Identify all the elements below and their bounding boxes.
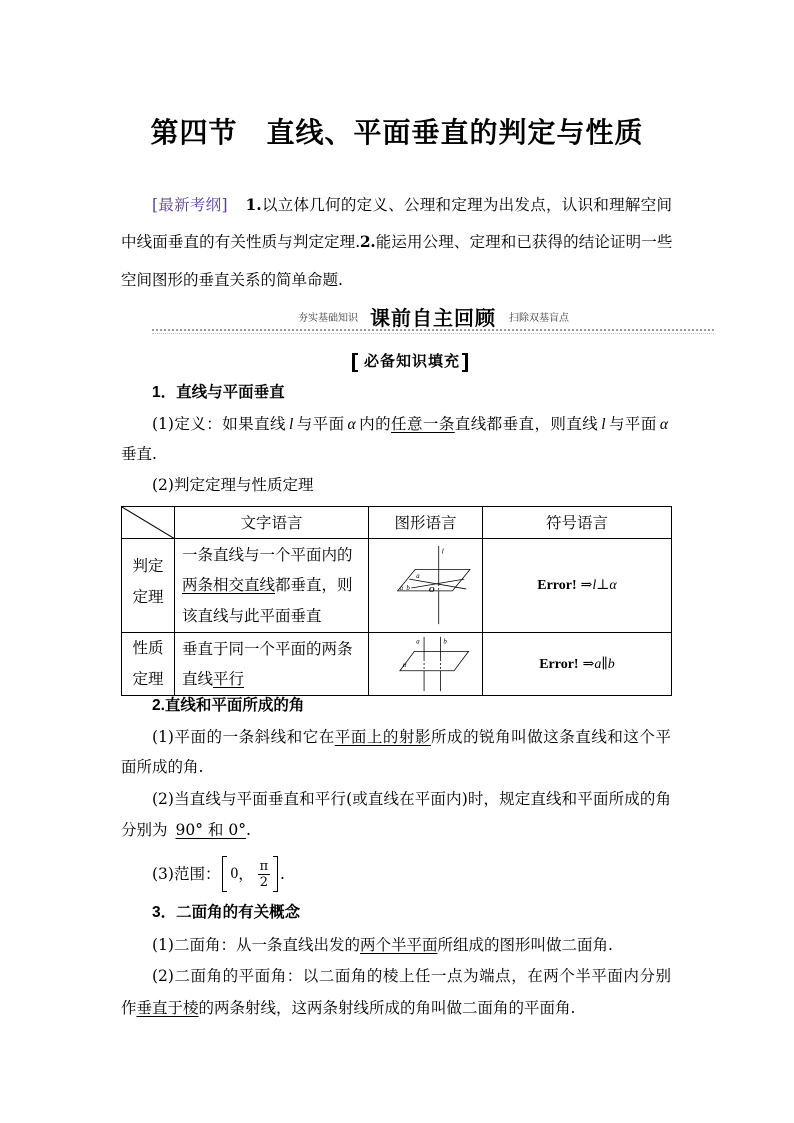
range-line (152, 852, 285, 896)
syllabus-item-number: 2. (359, 232, 376, 251)
text-line: 一条直线与一个平面内的 (182, 545, 353, 564)
banner-title: 课前自主回顾 (370, 308, 496, 330)
plane-parallelogram (399, 651, 468, 670)
symbol-language-cell (483, 539, 672, 633)
figure-cell (369, 633, 483, 696)
line-perpendicular-plane-figure (370, 540, 482, 632)
table-header-row (122, 507, 672, 539)
text-line (182, 570, 368, 601)
text-key-phrase: 两条相交直线 (182, 576, 276, 595)
text-segment: 都垂直，则 (275, 576, 353, 595)
range-label: (3)范围： (152, 865, 221, 883)
interval-separator: ， (238, 865, 254, 883)
text-segment: 直线 (182, 670, 214, 688)
definition-key-phrase: 任意一条 (391, 415, 455, 433)
paragraph-line: (2)当直线与平面垂直和平行(或直线在平面内)时，规定直线和平面所成的角 (152, 790, 671, 808)
paragraph-text: 作 (121, 999, 137, 1017)
section-label: 必备知识填充 (364, 353, 461, 370)
paragraph-line (152, 726, 671, 748)
paragraph-text: (1)二面角：从一条直线出发的 (152, 936, 360, 954)
banner-left-text: 夯实基础知识 (298, 313, 358, 324)
paragraph-line (152, 934, 613, 956)
subsection-title: (2)判定定理与性质定理 (152, 476, 314, 494)
row-name-line: 定理 (132, 587, 164, 606)
row-name-line: 定理 (132, 670, 164, 688)
section-1-heading: 1．直线与平面垂直 (152, 384, 285, 401)
definition-text: 直线都垂直，则直线 (454, 415, 599, 433)
label-a: a (415, 572, 420, 580)
implies-symbol: ⇒ (580, 577, 593, 593)
figure-cell (369, 539, 483, 633)
math-variable: l (288, 416, 294, 433)
fraction-numerator: π (259, 858, 269, 874)
syllabus-line-2 (121, 231, 672, 253)
range-end-punctuation: . (280, 865, 285, 883)
label-alpha: α (399, 584, 403, 592)
definition-text: (1)定义：如果直线 (152, 415, 286, 433)
theorem-table-grid (121, 506, 672, 696)
paragraph-line (121, 819, 251, 841)
banner-dotted-rule (152, 329, 714, 334)
table-row-criterion (122, 539, 672, 633)
paragraph-text: 的两条射线，这两条射线所成的角叫做二面角的平面角. (198, 999, 576, 1017)
symbol-expression: a∥b (594, 656, 615, 672)
row-name-line: 判定 (132, 556, 164, 575)
definition-line-2: 垂直. (121, 445, 157, 463)
definition-text: 与平面 (296, 415, 345, 433)
row-name-line: 性质 (132, 639, 164, 657)
paragraph-text: (1)平面的一条斜线和它在 (152, 728, 335, 746)
paragraph-text: . (245, 821, 251, 839)
syllabus-text: 中线面垂直的有关性质与判定定理. (121, 233, 360, 251)
implies-symbol: ⇒ (582, 655, 595, 672)
interval-left-bracket (222, 856, 227, 892)
theorem-table (121, 506, 672, 696)
text-line (182, 664, 368, 695)
label-a: a (415, 638, 420, 646)
diagonal-line (122, 507, 175, 539)
interval-lower-bound: 0 (230, 865, 239, 882)
math-variable: α (659, 416, 668, 433)
paragraph-key-phrase: 两个半平面 (359, 936, 438, 954)
column-header-text-language: 文字语言 (175, 507, 369, 539)
syllabus-text: 能运用公理、定理和已获得的结论证明一些 (375, 233, 672, 251)
fraction-denominator: 2 (259, 874, 269, 890)
page-title: 第四节 直线、平面垂直的判定与性质 (150, 117, 644, 148)
paragraph-key-phrase: 垂直于棱 (136, 999, 199, 1017)
table-corner-cell (122, 507, 175, 539)
paragraph-line (121, 997, 575, 1019)
banner-right-text: 扫除双基盲点 (509, 313, 569, 324)
math-variable: α (347, 416, 356, 433)
section-label-left-bracket (352, 353, 358, 372)
text-line: 垂直于同一个平面的两条 (182, 639, 353, 658)
math-variable: l (601, 416, 606, 433)
parallel-lines-plane-figure (370, 634, 482, 694)
definition-text: 与平面 (608, 415, 657, 433)
row-name-cell (122, 539, 175, 633)
section-2-heading: 2.直线和平面所成的角 (152, 697, 305, 714)
label-alpha: α (402, 661, 406, 669)
text-key-phrase: 平行 (213, 670, 245, 688)
interval-upper-fraction (258, 859, 270, 890)
paragraph-key-phrase: 90° 和 0° (175, 821, 246, 839)
syllabus-item-number: 1. (245, 195, 262, 214)
paragraph-text: 所成的锐角叫做这条直线和这个平 (431, 728, 671, 746)
label-b: b (442, 638, 447, 646)
table-row-property (122, 633, 672, 696)
label-l: l (441, 546, 444, 556)
paragraph-line: (2)二面角的平面角：以二面角的棱上任一点为端点，在两个半平面内分别 (152, 967, 671, 985)
column-header-figure-language: 图形语言 (369, 507, 483, 539)
paragraph-line: 面所成的角. (121, 758, 204, 776)
interval-right-bracket (273, 856, 278, 892)
label-o: O (428, 584, 435, 594)
column-header-symbol-language: 符号语言 (483, 507, 672, 539)
syllabus-text: 以立体几何的定义、公理和定理为出发点，认识和理解空间 (261, 196, 672, 214)
section-3-heading: 3．二面角的有关概念 (152, 904, 301, 921)
definition-line-1 (152, 413, 671, 435)
syllabus-line-1 (152, 194, 672, 216)
definition-text: 内的 (358, 415, 392, 433)
symbol-expression: l⊥α (592, 578, 617, 593)
text-language-cell (175, 633, 369, 696)
syllabus-line-3: 空间图形的垂直关系的简单命题. (121, 271, 343, 289)
paragraph-text: 分别为 (121, 821, 168, 839)
syllabus-tag: [最新考纲] (152, 196, 228, 214)
text-language-cell (175, 539, 369, 633)
error-text: Error! (537, 578, 577, 593)
row-name-cell (122, 633, 175, 696)
label-b: b (405, 584, 410, 592)
paragraph-key-phrase: 平面上的射影 (334, 728, 432, 746)
error-text: Error! (539, 656, 579, 672)
text-line: 该直线与此平面垂直 (182, 606, 322, 625)
section-label-right-bracket (462, 353, 468, 372)
paragraph-text: 所组成的图形叫做二面角. (437, 936, 613, 954)
symbol-language-cell (483, 633, 672, 696)
